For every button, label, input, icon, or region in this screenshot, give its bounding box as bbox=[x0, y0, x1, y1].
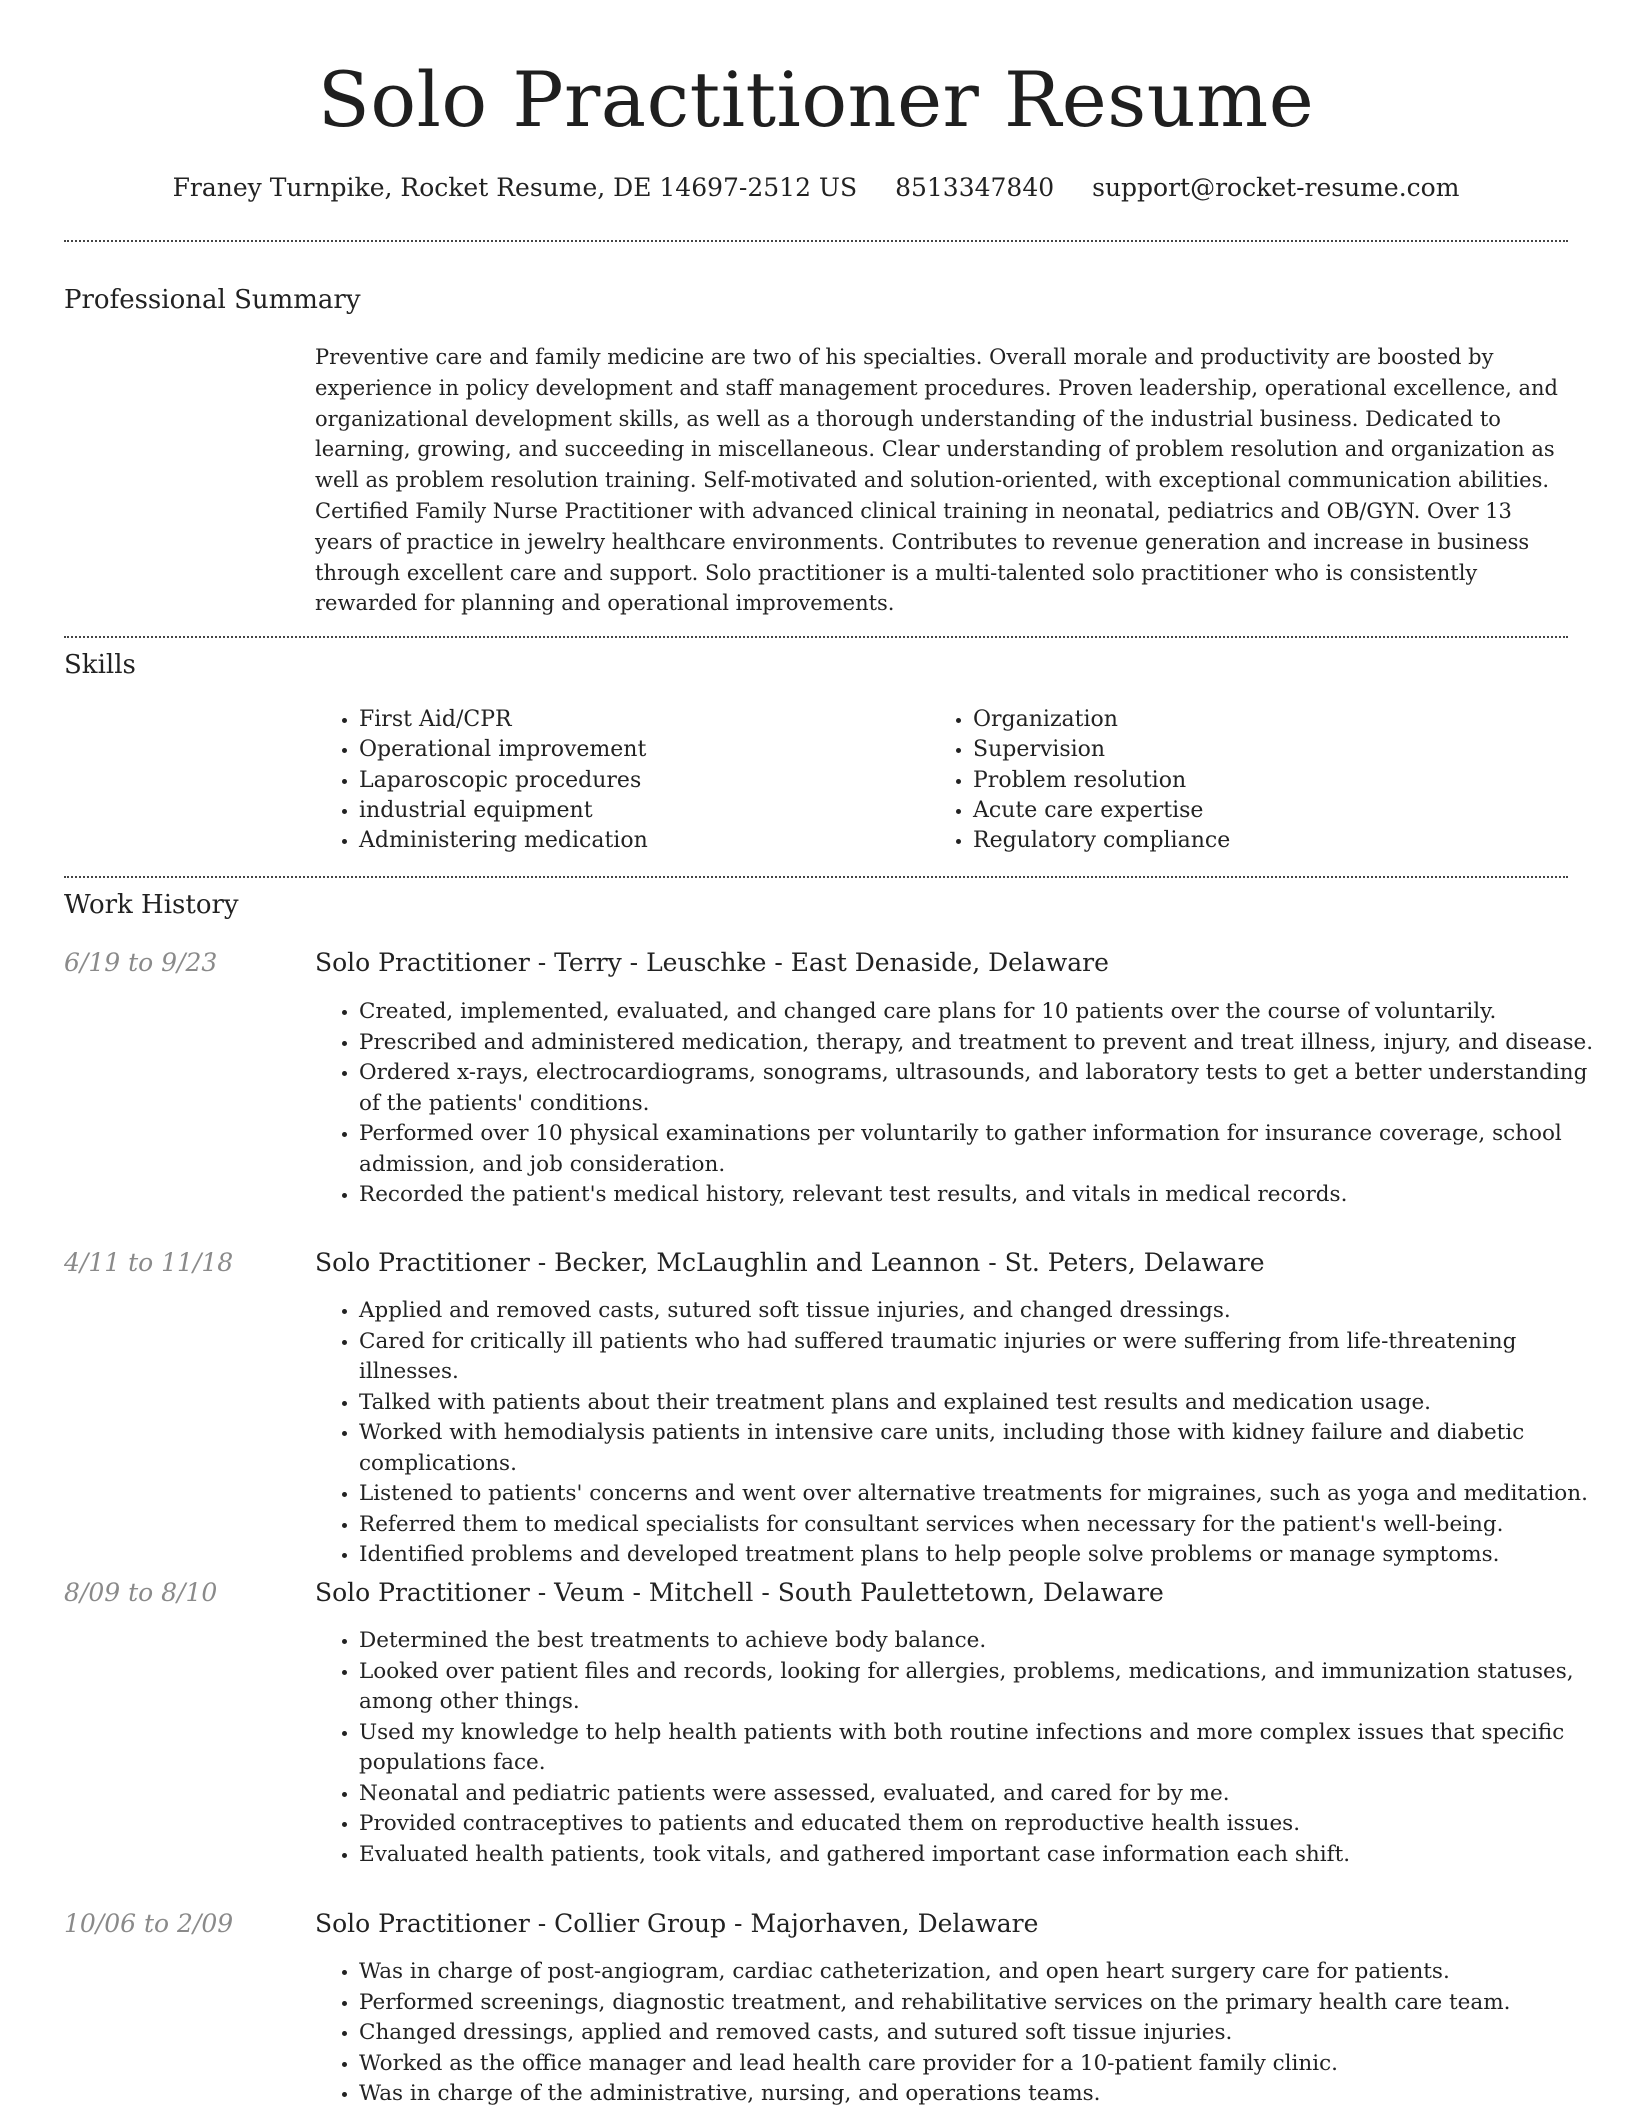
skill-item: • Acute care expertise bbox=[973, 796, 1573, 826]
job-dates: 6/19 to 9/23 bbox=[64, 948, 218, 977]
contact-phone: 8513347840 bbox=[895, 173, 1055, 202]
divider bbox=[64, 636, 1568, 638]
skills-heading: Skills bbox=[64, 650, 136, 680]
job-dates: 10/06 to 2/09 bbox=[64, 1909, 234, 1938]
summary-heading: Professional Summary bbox=[64, 285, 361, 315]
job-title: Solo Practitioner - Becker, McLaughlin and Leannon - St. Peters, Delaware bbox=[315, 1248, 1265, 1277]
skill-item: • Laparoscopic procedures bbox=[359, 766, 919, 796]
job-bullet: • Neonatal and pediatric patients were assessed, evaluated, and cared for by me. bbox=[359, 1779, 1614, 1810]
job-dates: 4/11 to 11/18 bbox=[64, 1248, 234, 1277]
skill-item: • Administering medication bbox=[359, 826, 919, 856]
job-bullet: • Worked as the office manager and lead health care provider for a 10-patient family clinic. bbox=[359, 2049, 1614, 2080]
job-bullets bbox=[315, 1296, 1614, 1571]
divider bbox=[64, 876, 1568, 878]
job-bullet: • Cared for critically ill patients who had suffered traumatic injuries or were suffering from life-threatening illnesses. bbox=[359, 1327, 1614, 1388]
contact-email[interactable]: support@rocket-resume.com bbox=[1092, 173, 1460, 202]
skill-item: • Regulatory compliance bbox=[973, 826, 1573, 856]
job-bullet: • Listened to patients' concerns and went over alternative treatments for migraines, such as yoga and meditation. bbox=[359, 1479, 1614, 1510]
contact-info bbox=[0, 170, 1632, 206]
job-bullet: • Provided contraceptives to patients and educated them on reproductive health issues. bbox=[359, 1809, 1614, 1840]
job-bullet: • Looked over patient files and records, looking for allergies, problems, medications, and immunization statuses, among other things. bbox=[359, 1657, 1614, 1718]
job-bullets bbox=[315, 1626, 1614, 1870]
job-title: Solo Practitioner - Collier Group - Majorhaven, Delaware bbox=[315, 1909, 1039, 1938]
job-bullet: • Worked with hemodialysis patients in intensive care units, including those with kidney failure and diabetic complications. bbox=[359, 1418, 1614, 1479]
job-bullet: • Performed over 10 physical examinations per voluntarily to gather information for insurance coverage, school admission, and job consideration. bbox=[359, 1119, 1614, 1180]
job-bullet: • Applied and removed casts, sutured soft tissue injuries, and changed dressings. bbox=[359, 1296, 1614, 1327]
job-bullets bbox=[315, 1957, 1614, 2110]
job-bullet: • Changed dressings, applied and removed casts, and sutured soft tissue injuries. bbox=[359, 2018, 1614, 2049]
skill-item: • Operational improvement bbox=[359, 735, 919, 765]
page-title: Solo Practitioner Resume bbox=[317, 55, 1315, 144]
job-bullet: • Was in charge of post-angiogram, cardiac catheterization, and open heart surgery care for patients. bbox=[359, 1957, 1614, 1988]
job-bullet: • Talked with patients about their treatment plans and explained test results and medication usage. bbox=[359, 1388, 1614, 1419]
skill-item: • Problem resolution bbox=[973, 766, 1573, 796]
job-bullet: • Determined the best treatments to achieve body balance. bbox=[359, 1626, 1614, 1657]
job-bullet: • Referred them to medical specialists for consultant services when necessary for the patient's well-being. bbox=[359, 1510, 1614, 1541]
work-history-heading: Work History bbox=[64, 890, 239, 920]
job-bullet: • Created, implemented, evaluated, and changed care plans for 10 patients over the course of voluntarily. bbox=[359, 997, 1614, 1028]
job-bullet: • Prescribed and administered medication, therapy, and treatment to prevent and treat illness, injury, and disease. bbox=[359, 1028, 1614, 1059]
job-bullet: • Identified problems and developed treatment plans to help people solve problems or manage symptoms. bbox=[359, 1540, 1614, 1571]
job-bullet: • Ordered x-rays, electrocardiograms, sonograms, ultrasounds, and laboratory tests to get a better understanding of the patients' conditions. bbox=[359, 1058, 1614, 1119]
summary-text: Preventive care and family medicine are two of his specialties. Overall morale and productivity are boosted by experience in policy development and staff management procedures. Proven leadership, operational excellence, and organizational development skills, as well as a thorough understanding of the industrial business. Dedicated to learning, growing, and succeeding in miscellaneous. Clear understanding of problem resolution and organization as well as problem resolution training. Self-motivated and solution-oriented, with exceptional communication abilities. Certified Family Nurse Practitioner with advanced clinical training in neonatal, pediatrics and OB/GYN. Over 13 years of practice in jewelry healthcare environments. Contributes to revenue generation and increase in business through excellent care and support. Solo practitioner is a multi-talented solo practitioner who is consistently rewarded for planning and operational improvements. bbox=[315, 345, 1558, 616]
job-bullet: • Used my knowledge to help health patients with both routine infections and more complex issues that specific populations face. bbox=[359, 1718, 1614, 1779]
job-bullet: • Recorded the patient's medical history, relevant test results, and vitals in medical records. bbox=[359, 1180, 1614, 1211]
job-title: Solo Practitioner - Terry - Leuschke - East Denaside, Delaware bbox=[315, 948, 1109, 977]
skill-item: • First Aid/CPR bbox=[359, 705, 919, 735]
skills-list-left bbox=[315, 705, 919, 856]
job-bullet: • Was in charge of the administrative, nursing, and operations teams. bbox=[359, 2079, 1614, 2110]
skill-item: • Supervision bbox=[973, 735, 1573, 765]
job-dates: 8/09 to 8/10 bbox=[64, 1578, 218, 1607]
contact-address: Franey Turnpike, Rocket Resume, DE 14697-2512 US bbox=[172, 173, 858, 202]
skills-list-right bbox=[929, 705, 1573, 856]
skill-item: • industrial equipment bbox=[359, 796, 919, 826]
job-bullet: • Performed screenings, diagnostic treatment, and rehabilitative services on the primary health care team. bbox=[359, 1988, 1614, 2019]
job-title: Solo Practitioner - Veum - Mitchell - South Paulettetown, Delaware bbox=[315, 1578, 1164, 1607]
skill-item: • Organization bbox=[973, 705, 1573, 735]
divider bbox=[64, 240, 1568, 242]
job-bullets bbox=[315, 997, 1614, 1211]
job-bullet: • Evaluated health patients, took vitals, and gathered important case information each shift. bbox=[359, 1840, 1614, 1871]
